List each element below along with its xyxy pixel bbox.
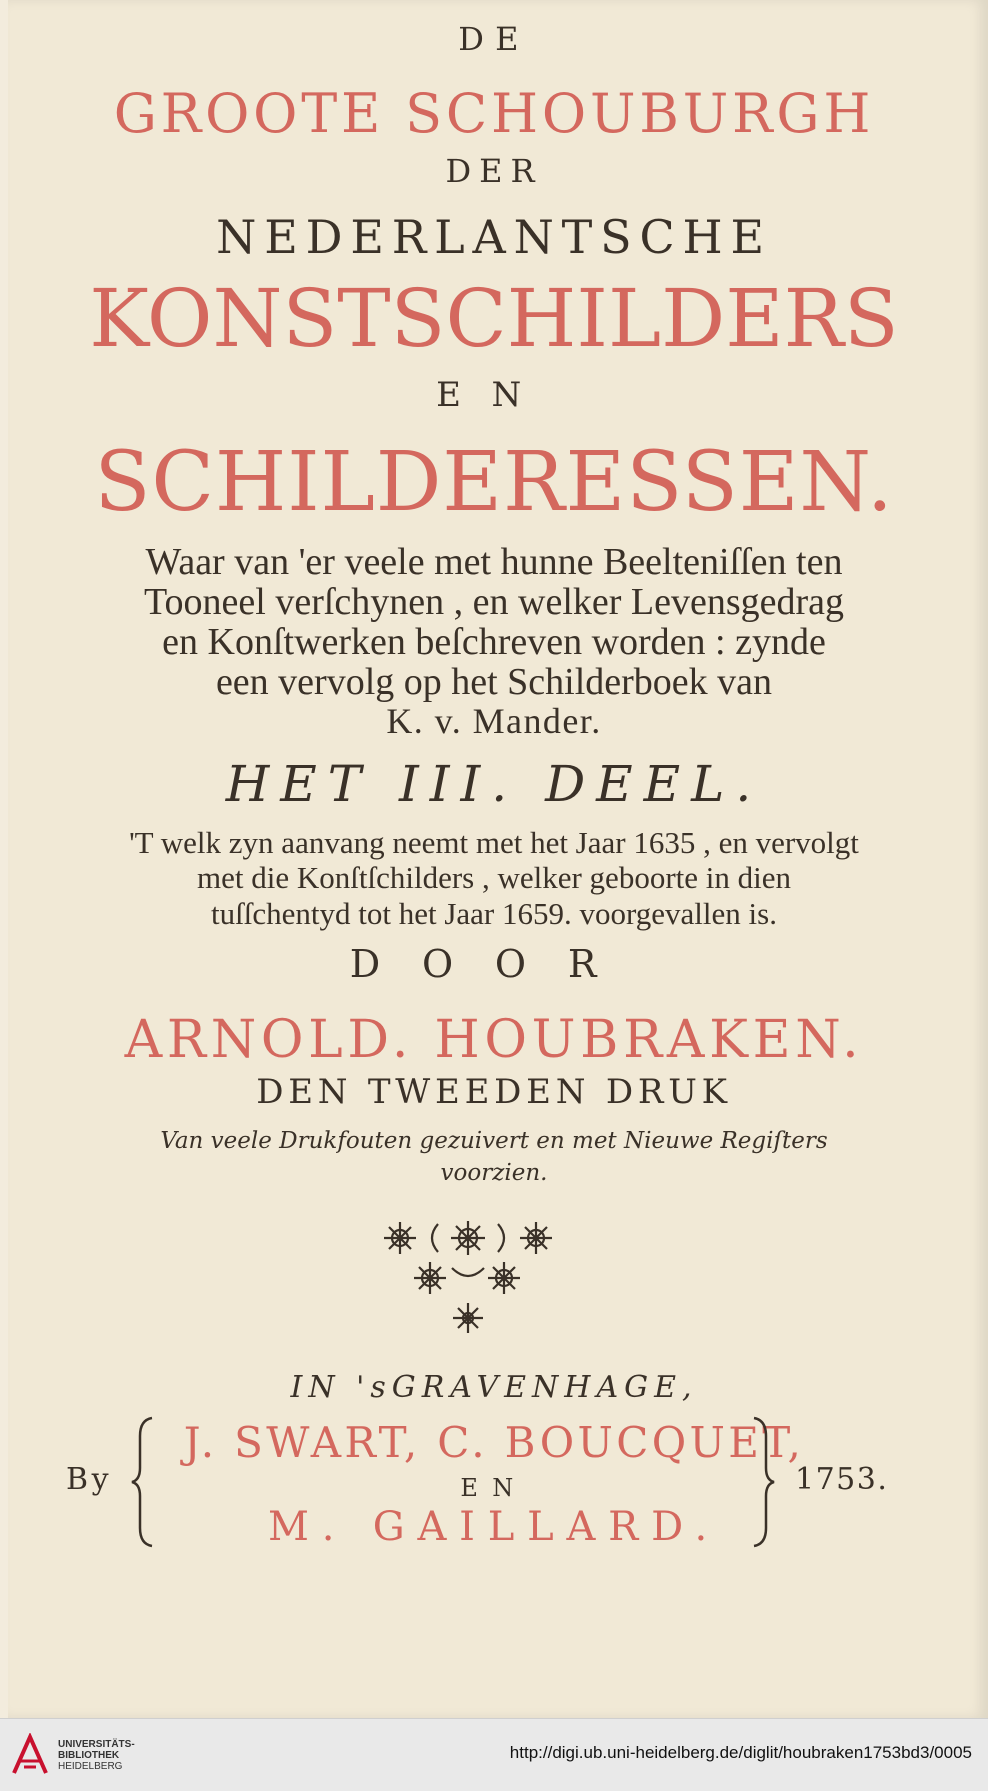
description-author-ref: K. v. Mander. — [386, 701, 602, 741]
description-line: Waar van 'er veele met hunne Beelteniſſen ten — [145, 541, 843, 583]
library-name-line: HEIDELBERG — [58, 1761, 123, 1772]
scope-line: met die Konſtſchilders , welker geboorte in dien — [197, 860, 791, 895]
publishers-line-1: J. SWART, C. BOUCQUET, — [183, 1418, 805, 1467]
edition-label: DEN TWEEDEN DRUK — [256, 1072, 732, 1112]
publication-year: 1753. — [795, 1462, 889, 1497]
right-brace-icon — [748, 1412, 778, 1552]
author-name: ARNOLD. HOUBRAKEN. — [124, 1010, 864, 1070]
title-der: DER — [445, 152, 543, 190]
imprint-block — [0, 1412, 988, 1552]
door-label: DOOR — [349, 942, 639, 986]
publishers-line-2: M. GAILLARD. — [267, 1504, 721, 1550]
scope-line: tuſſchentyd tot het Jaar 1659. voorgevallen is. — [211, 896, 777, 931]
library-name — [58, 1739, 135, 1772]
edition-note-line: Van veele Drukfouten gezuivert en met Nieuwe Regiſters — [160, 1128, 828, 1154]
title-groote-schouburgh: GROOTE SCHOUBURGH — [113, 82, 875, 145]
description-line: en Konſtwerken beſchreven worden : zynde — [162, 621, 826, 663]
description-line: Tooneel verſchynen , en welker Levensgedrag — [143, 581, 845, 623]
scope-line: 'T welk zyn aanvang neemt met het Jaar 1635 , en vervolgt — [129, 825, 859, 860]
imprint-by: By — [66, 1462, 113, 1497]
library-name-line: UNIVERSITÄTS- — [58, 1739, 135, 1750]
volume-title: HET III. DEEL. — [225, 755, 763, 813]
place-of-publication: IN 'sGRAVENHAGE, — [290, 1370, 698, 1405]
title-konstschilders: KONSTSCHILDERS — [89, 272, 899, 365]
title-schilderessen: SCHILDERESSEN. — [94, 435, 894, 530]
title-nederlantsche: NEDERLANTSCHE — [216, 210, 772, 264]
title-en: EN — [436, 375, 552, 415]
footer-bar — [0, 1718, 988, 1791]
publishers-en: EN — [460, 1474, 528, 1502]
library-logo-icon — [10, 1733, 50, 1777]
edition-note-line: voorzien. — [440, 1160, 548, 1186]
description-line: een vervolg op het Schilderboek van — [215, 661, 773, 703]
printer-ornament-icon — [0, 1218, 988, 1338]
library-name-line: BIBLIOTHEK — [58, 1750, 120, 1761]
permalink-url[interactable]: http://digi.ub.uni-heidelberg.de/diglit/houbraken1753bd3/0005 — [509, 1743, 972, 1762]
title-de: DE — [458, 20, 530, 58]
